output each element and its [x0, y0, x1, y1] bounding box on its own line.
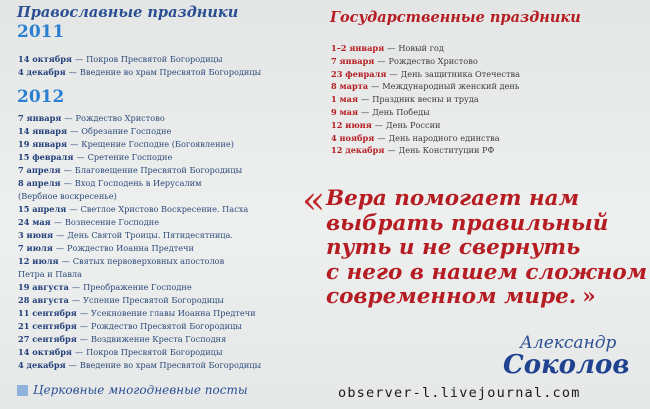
dash-separator: —	[69, 204, 78, 214]
list-item	[331, 132, 520, 145]
holiday-date: 14 октября	[18, 347, 72, 357]
holiday-date: 7 января	[18, 113, 62, 123]
dash-separator: —	[55, 243, 65, 253]
list-item	[331, 42, 520, 55]
dash-separator: —	[71, 282, 81, 292]
list-item	[331, 80, 520, 93]
list-item	[18, 359, 261, 372]
dash-separator: —	[74, 347, 84, 357]
quote-line: с него в нашем сложном	[326, 259, 648, 285]
list-item	[331, 55, 520, 68]
holiday-date: 24 мая	[18, 217, 51, 227]
list-item	[18, 255, 261, 268]
dash-separator: —	[61, 256, 70, 266]
footer-square-icon	[17, 385, 28, 396]
list-item	[18, 125, 261, 138]
list-item	[18, 242, 261, 255]
list-item	[18, 177, 261, 190]
dash-separator: —	[56, 230, 65, 240]
holiday-name: Усекновение главы Иоанна Предтечи	[90, 308, 256, 318]
holiday-name: Воздвижение Креста Господня	[90, 334, 227, 344]
holiday-name: Рождество Пресвятой Богородицы	[90, 321, 242, 331]
quote-line: выбрать правильный	[326, 210, 609, 236]
holiday-date: 15 февраля	[18, 152, 74, 162]
quote-block	[326, 187, 647, 310]
holiday-name: Святых первоверховных апостолов	[72, 256, 225, 266]
dash-separator: —	[68, 360, 77, 370]
holiday-name: Введение во храм Пресвятой Богородицы	[79, 360, 262, 370]
holiday-date: 28 августа	[18, 295, 69, 305]
holiday-name: Праздник весны и труда	[372, 94, 479, 105]
dash-separator: —	[71, 295, 81, 305]
holiday-name: День России	[385, 119, 441, 130]
list-item	[18, 138, 261, 151]
list-item	[331, 93, 520, 106]
holiday-name: День защитника Отечества	[400, 68, 521, 79]
list-item	[18, 53, 261, 66]
holiday-date: 7 июля	[18, 243, 53, 253]
list-item	[18, 268, 261, 281]
dash-separator: —	[387, 43, 396, 53]
holiday-date: 19 января	[18, 139, 68, 149]
holiday-name: Обрезание Господне	[81, 126, 172, 136]
quote-close-mark: »	[582, 284, 596, 309]
list-item	[18, 333, 261, 346]
holiday-name: Успение Пресвятой Богородицы	[83, 295, 224, 305]
holiday-date: 14 января	[18, 126, 68, 136]
dash-separator: —	[387, 145, 396, 156]
list-item	[18, 294, 261, 307]
holiday-date: 4 декабря	[18, 360, 66, 370]
dash-separator: —	[63, 165, 72, 175]
holiday-date: 7 апреля	[18, 165, 61, 175]
orthodox-2012-list	[18, 112, 261, 372]
list-item	[18, 307, 261, 320]
holiday-name: Покров Пресвятой Богородицы	[86, 347, 223, 357]
list-item	[331, 144, 520, 157]
quote-open-mark: «	[302, 178, 326, 222]
holiday-date: 14 октября	[18, 54, 72, 64]
dash-separator: —	[389, 68, 398, 79]
holiday-name: Покров Пресвятой Богородицы	[86, 54, 223, 64]
holiday-date: 4 ноября	[331, 132, 375, 143]
list-item	[18, 66, 261, 79]
holiday-date: 12 июня	[331, 119, 372, 130]
holiday-date: 9 мая	[331, 106, 359, 117]
holiday-date: 4 декабря	[18, 67, 66, 77]
dash-separator: —	[374, 119, 383, 130]
year-2011-heading: 2011	[17, 22, 65, 42]
holiday-date: 1 мая	[331, 94, 359, 105]
holiday-name: День Конституции РФ	[398, 145, 495, 156]
quote-line: Вера помогает нам	[326, 186, 580, 211]
dash-separator: —	[361, 106, 370, 117]
holiday-date: 19 августа	[18, 282, 69, 292]
author-last-name: Соколов	[503, 350, 630, 380]
holiday-date: 15 апреля	[18, 204, 67, 214]
list-item	[331, 68, 520, 81]
holiday-name: Благовещение Пресвятой Богородицы	[74, 165, 243, 175]
holiday-name: Рождество Христово	[75, 113, 165, 123]
dash-separator: —	[377, 132, 386, 143]
holiday-date: 12 декабря	[331, 145, 385, 156]
holiday-date: 3 июня	[18, 230, 54, 240]
holiday-name: Новый год	[398, 43, 444, 53]
list-item	[18, 151, 261, 164]
holiday-name: Вход Господень в Иерусалим	[74, 178, 202, 188]
footer-fasts-heading: Церковные многодневные посты	[33, 383, 248, 397]
list-item	[18, 346, 261, 359]
list-item	[331, 106, 520, 119]
dash-separator: —	[371, 81, 380, 92]
holiday-name: Петра и Павла	[18, 269, 83, 279]
holiday-date: 23 февраля	[331, 68, 387, 79]
holiday-date: 11 сентября	[18, 308, 77, 318]
holiday-name: Вознесение Господне	[64, 217, 160, 227]
list-item	[18, 112, 261, 125]
dash-separator: —	[79, 321, 88, 331]
holiday-date: 27 сентября	[18, 334, 77, 344]
list-item	[18, 164, 261, 177]
dash-separator: —	[361, 94, 370, 105]
holiday-name: День Победы	[372, 106, 430, 117]
state-holidays-title: Государственные праздники	[330, 9, 581, 26]
holiday-date: 8 апреля	[18, 178, 61, 188]
dash-separator: —	[377, 55, 386, 66]
holiday-name: Светлое Христово Воскресение. Пасха	[80, 204, 249, 214]
list-item	[18, 216, 261, 229]
holiday-date: 12 июля	[18, 256, 59, 266]
orthodox-2011-list	[18, 53, 261, 79]
holiday-name: День народного единства	[388, 132, 500, 143]
holiday-date: 21 сентября	[18, 321, 77, 331]
holiday-name: Сретение Господне	[87, 152, 173, 162]
dash-separator: —	[76, 152, 85, 162]
list-item	[18, 281, 261, 294]
list-item	[18, 203, 261, 216]
watermark: observer-l.livejournal.com	[338, 385, 581, 401]
dash-separator: —	[70, 126, 79, 136]
holiday-name: Рождество Иоанна Предтечи	[67, 243, 195, 253]
list-item	[331, 119, 520, 132]
holiday-date: 7 января	[331, 55, 375, 66]
holiday-name: Введение во храм Пресвятой Богородицы	[79, 67, 262, 77]
quote-line: современном мире. »	[326, 284, 596, 309]
year-2012-heading: 2012	[17, 87, 65, 107]
holiday-name: Рождество Христово	[388, 55, 478, 66]
list-item	[18, 190, 261, 203]
quote-line: путь и не свернуть	[326, 235, 581, 260]
holiday-name: (Вербное воскресенье)	[18, 191, 117, 201]
state-holidays-list	[331, 42, 520, 157]
dash-separator: —	[64, 113, 73, 123]
holiday-name: День Святой Троицы. Пятидесятница.	[67, 230, 234, 240]
dash-separator: —	[68, 67, 77, 77]
author-first-name: Александр	[520, 333, 617, 353]
holiday-date: 1–2 января	[331, 43, 385, 53]
dash-separator: —	[63, 178, 72, 188]
dash-separator: —	[70, 139, 79, 149]
dash-separator: —	[79, 308, 88, 318]
holiday-name: Крещение Господне (Богоявление)	[81, 139, 234, 149]
list-item	[18, 320, 261, 333]
list-item	[18, 229, 261, 242]
dash-separator: —	[74, 54, 84, 64]
dash-separator: —	[53, 217, 62, 227]
dash-separator: —	[79, 334, 88, 344]
holiday-name: Международный женский день	[382, 81, 520, 92]
orthodox-holidays-title: Православные праздники	[17, 4, 239, 21]
holiday-date: 8 марта	[331, 81, 369, 92]
holiday-name: Преображение Господне	[83, 282, 192, 292]
